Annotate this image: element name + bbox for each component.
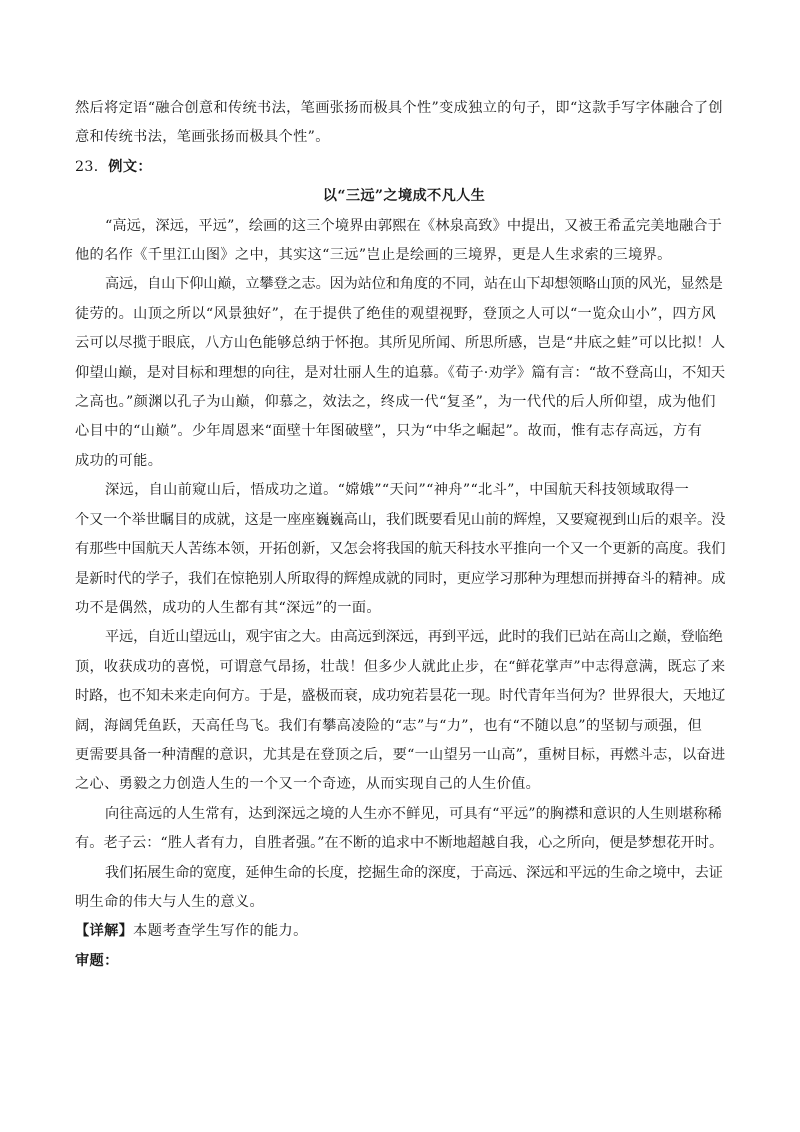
paragraph-line: 徒劳的。山顶之所以“风景独好”，在于提供了绝佳的观望视野，登顶之人可以“一览众山小”，四方风	[75, 305, 716, 322]
paragraph-line: 高远，自山下仰山巅，立攀登之志。因为站位和角度的不同，站在山下却想领略山顶的风光，显然是	[105, 276, 723, 293]
paragraph-line: 云可以尽揽于眼底，八方山色能够总纳于怀抱。其所见所闻、所思所感，岂是“井底之蛙”可以比拟！人	[75, 335, 726, 352]
paragraph-line: 之心、勇毅之力创造人生的一个又一个奇迹，从而实现自己的人生价值。	[75, 776, 541, 793]
paragraph-line: 之高也。”颜渊以孔子为山巅，仰慕之，效法之，终成一代“复圣”，为一代代的后人所仰望，成为他们	[75, 394, 716, 411]
paragraph-line: 仰望山巅，是对目标和理想的向往，是对壮丽人生的追慕。《荀子·劝学》篇有言：“故不登高山，不知天	[75, 364, 726, 381]
question-label: 例文：	[108, 158, 152, 175]
paragraph-line: 功不是偶然，成功的人生都有其“深远”的一面。	[75, 599, 381, 616]
paragraph-line: 更需要具备一种清醒的意识，尤其是在登顶之后，要“一山望另一山高”，重树目标，再燃斗志，以奋进	[75, 746, 726, 763]
intro-line: 然后将定语“融合创意和传统书法，笔画张扬而极具个性”变成独立的句子，即“这款手写字体融合了创	[75, 100, 723, 116]
essay-paragraph-4	[75, 623, 725, 799]
paragraph-line: 顶，收获成功的喜悦，可谓意气昂扬，壮哉！但多少人就此止步，在“鲜花掌声”中志得意满，既忘了来	[75, 658, 726, 675]
essay-paragraph-2	[75, 270, 725, 476]
paragraph-line: 个又一个举世瞩目的成就，这是一座座巍巍高山，我们既要看见山前的辉煌，又要窥视到山后的艰辛。没	[75, 511, 726, 528]
paragraph-line: 有那些中国航天人苦练本领，开拓创新，又怎会将我国的航天科技水平推向一个又一个更新的高度。我们	[75, 541, 726, 558]
detail-label: 【详解】	[75, 923, 134, 940]
paragraph-line: 明生命的伟大与人生的意义。	[75, 893, 264, 910]
question-number: 23．	[75, 158, 109, 175]
paragraph-line: 有。老子云：“胜人者有力，自胜者强。”在不断的追求中不断地超越自我，心之所向，便是梦想花开时。	[75, 835, 724, 852]
intro-line: 意和传统书法，笔画张扬而极具个性”。	[75, 129, 330, 146]
essay-paragraph-5	[75, 800, 725, 859]
essay-paragraph-1	[75, 212, 725, 271]
paragraph-line: 我们拓展生命的宽度，延伸生命的长度，挖掘生命的深度，于高远、深远和平远的生命之境中，去证	[105, 864, 723, 881]
paragraph-line: 向往高远的人生常有，达到深远之境的人生亦不鲜见，可具有“平远”的胸襟和意识的人生则堪称稀	[105, 805, 722, 822]
essay-paragraph-3	[75, 476, 725, 623]
intro-paragraph	[75, 94, 725, 153]
paragraph-line: 深远，自山前窥山后，悟成功之道。“嫦娥”“天问”“神舟”“北斗”，中国航天科技领域取得一	[105, 482, 690, 499]
paragraph-line: “高远，深远，平远”，绘画的这三个境界由郭熙在《林泉高致》中提出，又被王希孟完美地融合于	[105, 217, 722, 234]
essay-paragraph-6	[75, 859, 725, 918]
review-label: 审题：	[75, 952, 119, 969]
detail-text: 本题考查学生写作的能力。	[133, 923, 308, 940]
paragraph-line: 阔，海阔凭鱼跃，天高任鸟飞。我们有攀高凌险的“志”与“力”，也有“不随以息”的坚韧与顽强，但	[75, 717, 703, 734]
essay-title: 以“三远”之境成不凡人生	[322, 188, 486, 205]
paragraph-line: 平远，自近山望远山，观宇宙之大。由高远到深远，再到平远，此时的我们已站在高山之巅，登临绝	[105, 629, 723, 646]
paragraph-line: 成功的可能。	[75, 452, 163, 469]
document-page	[75, 94, 725, 976]
paragraph-line: 心目中的“山巅”。少年周恩来“面壁十年图破壁”，只为“中华之崛起”。故而，惟有志存高远，方有	[75, 423, 703, 440]
question-heading	[75, 153, 725, 182]
paragraph-line: 他的名作《千里江山图》之中，其实这“三远”岂止是绘画的三境界，更是人生求索的三境界。	[75, 247, 672, 264]
paragraph-line: 是新时代的学子，我们在惊艳别人所取得的辉煌成就的同时，更应学习那种为理想而拼搏奋斗的精神。成	[75, 570, 726, 587]
paragraph-line: 时路，也不知未来走向何方。于是，盛极而衰，成功宛若昙花一现。时代青年当何为？世界很大，天地辽	[75, 688, 726, 705]
detail-line	[75, 917, 725, 946]
